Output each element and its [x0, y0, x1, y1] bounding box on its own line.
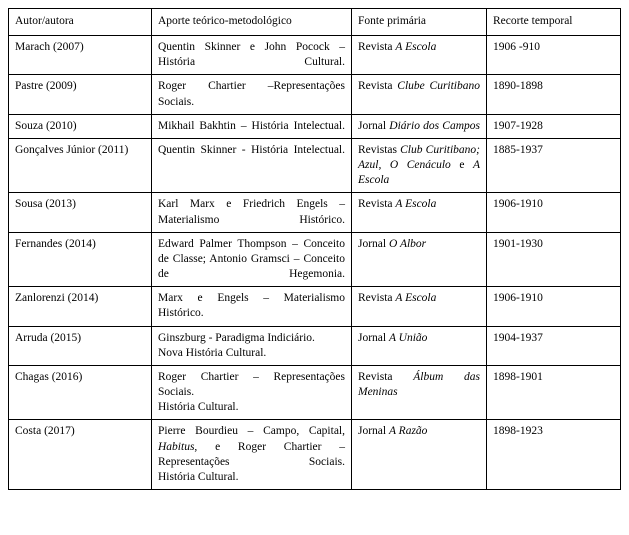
cell-approach: [152, 138, 352, 193]
cell-period: 1906-1910: [487, 193, 621, 232]
cell-period: 1904-1937: [487, 326, 621, 365]
cell-author: Gonçalves Júnior (2011): [9, 138, 152, 193]
source-conjunction: e: [450, 159, 473, 172]
source-prefix: Jornal: [358, 237, 389, 250]
cell-period: 1890-1898: [487, 75, 621, 114]
cell-approach: [152, 287, 352, 326]
approach-text: Quentin Skinner - História Intelectual.: [158, 143, 345, 156]
cell-approach: [152, 36, 352, 75]
cell-approach: [152, 420, 352, 490]
approach-text-line-1: [158, 424, 345, 470]
approach-text-part-a: Pierre Bourdieu – Campo, Capital,: [158, 425, 345, 438]
approach-text: Edward Palmer Thompson – Conceito de Classe; Antonio Gramsci – Conceito de Hegemonia.: [158, 237, 345, 281]
source-title: Álbum das Meninas: [358, 370, 480, 399]
approach-text-part-b: , e Roger Chartier – Representações Sociais.: [158, 440, 345, 468]
cell-period: 1898-1923: [487, 420, 621, 490]
cell-author: Souza (2010): [9, 114, 152, 138]
table-row: [9, 193, 621, 232]
cell-author: Fernandes (2014): [9, 232, 152, 287]
cell-period: 1885-1937: [487, 138, 621, 193]
source-prefix: Revista: [358, 370, 414, 383]
cell-approach: [152, 193, 352, 232]
cell-source: [352, 193, 487, 232]
approach-text-line-2: Nova História Cultural.: [158, 346, 267, 359]
table-row: [9, 75, 621, 114]
table-row: [9, 114, 621, 138]
table-row: [9, 365, 621, 420]
source-title: A Escola: [395, 292, 437, 305]
cell-period: 1906-1910: [487, 287, 621, 326]
cell-period: 1901-1930: [487, 232, 621, 287]
source-prefix: Revista: [358, 80, 398, 93]
approach-text-line-1: Ginszburg - Paradigma Indiciário.: [158, 331, 315, 344]
cell-approach: [152, 114, 352, 138]
table-row: [9, 36, 621, 75]
cell-author: Pastre (2009): [9, 75, 152, 114]
source-title: Diário dos Campos: [389, 119, 480, 132]
table-row: [9, 287, 621, 326]
cell-source: [352, 287, 487, 326]
source-prefix: Jornal: [358, 331, 389, 344]
cell-source: [352, 420, 487, 490]
cell-source: [352, 114, 487, 138]
approach-text: Marx e Engels – Materialismo Histórico.: [158, 292, 345, 320]
column-header-author: Autor/autora: [9, 9, 152, 36]
cell-approach: [152, 365, 352, 420]
cell-period: 1907-1928: [487, 114, 621, 138]
cell-period: 1906 -910: [487, 36, 621, 75]
cell-author: Chagas (2016): [9, 365, 152, 420]
source-prefix: Revistas: [358, 143, 401, 156]
cell-author: Arruda (2015): [9, 326, 152, 365]
approach-term-habitus: Habitus: [158, 440, 195, 453]
table-row: [9, 326, 621, 365]
table-row: [9, 138, 621, 193]
cell-author: Sousa (2013): [9, 193, 152, 232]
approach-text: Roger Chartier –Representações Sociais.: [158, 80, 345, 108]
column-header-period: Recorte temporal: [487, 9, 621, 36]
cell-author: Costa (2017): [9, 420, 152, 490]
cell-period: 1898-1901: [487, 365, 621, 420]
approach-text-line-2: História Cultural.: [158, 401, 239, 414]
source-title: A União: [388, 331, 428, 344]
source-prefix: Revista: [358, 198, 396, 211]
approach-text: Karl Marx e Friedrich Engels – Materialismo Histórico.: [158, 198, 345, 226]
source-prefix: Revista: [358, 292, 396, 305]
approach-text-line-2: História Cultural.: [158, 470, 239, 483]
source-title: A Escola: [395, 41, 437, 53]
table-row: [9, 232, 621, 287]
source-title: A Escola: [395, 198, 437, 211]
source-title-secondary: A Escola: [358, 159, 480, 187]
cell-approach: [152, 326, 352, 365]
cell-approach: [152, 75, 352, 114]
cell-approach: [152, 232, 352, 287]
source-prefix: Revista: [358, 41, 396, 53]
cell-source: [352, 138, 487, 193]
cell-source: [352, 326, 487, 365]
table-header: [9, 9, 621, 36]
table-row: [9, 420, 621, 490]
research-table: [8, 8, 621, 490]
approach-text-line-1: Roger Chartier – Representações Sociais.: [158, 370, 345, 399]
approach-text: Mikhail Bakhtin – História Intelectual.: [158, 119, 345, 132]
source-prefix: Jornal: [358, 425, 389, 438]
column-header-approach: Aporte teórico-metodológico: [152, 9, 352, 36]
cell-source: [352, 75, 487, 114]
cell-source: [352, 36, 487, 75]
cell-author: Marach (2007): [9, 36, 152, 75]
source-title: Club Curitibano; Azul, O Cenáculo: [358, 143, 480, 172]
cell-source: [352, 232, 487, 287]
source-title: Clube Curitibano: [397, 80, 481, 93]
table-header-row: [9, 9, 621, 36]
source-title: O Albor: [388, 237, 427, 250]
table-body: [9, 36, 621, 490]
source-title: A Razão: [388, 425, 428, 438]
column-header-source: Fonte primária: [352, 9, 487, 36]
approach-text: Quentin Skinner e John Pocock – História Cultural.: [158, 41, 345, 69]
cell-source: [352, 365, 487, 420]
cell-author: Zanlorenzi (2014): [9, 287, 152, 326]
source-prefix: Jornal: [358, 119, 390, 132]
